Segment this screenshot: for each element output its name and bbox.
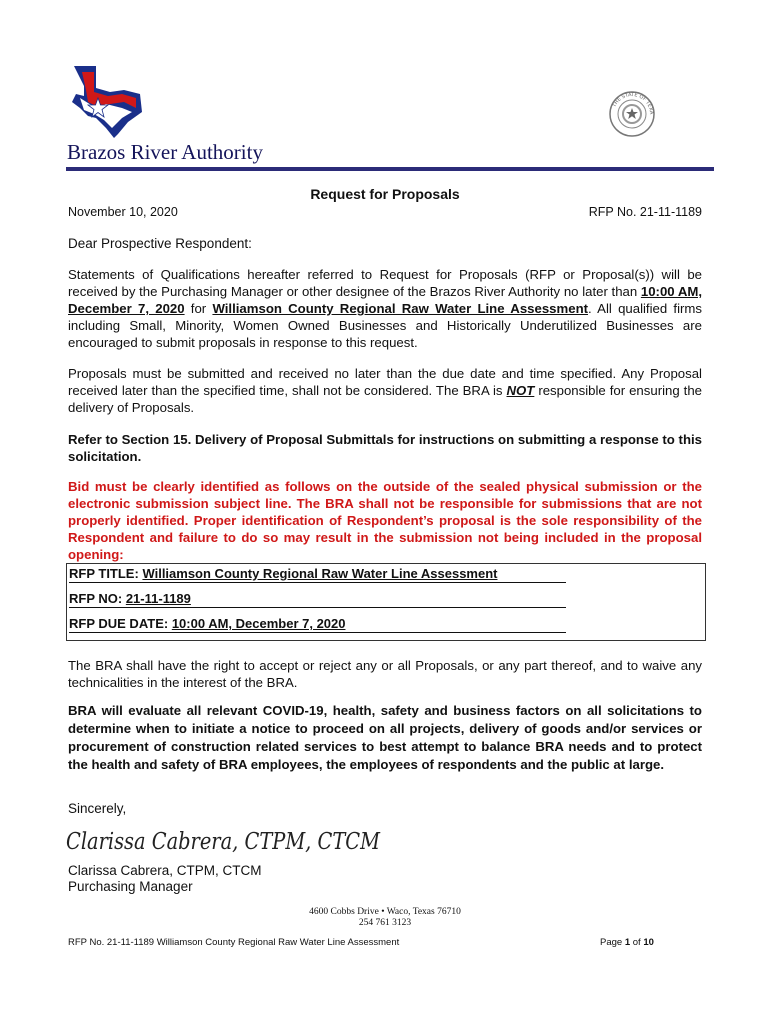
deadline-text: 10:00 AM, December 7, 2020: [68, 284, 702, 316]
texas-state-seal: [608, 90, 656, 138]
header-rule: [66, 167, 714, 171]
rfp-number: RFP No. 21-11-1189: [588, 205, 702, 219]
paragraph-intro: Statements of Qualifications hereafter referred to Request for Proposals (RFP or Proposal(s)) will be received by the Purchasing Manager or other designee of the Brazos River Authority no later than 10:00 AM, December 7, 2020 for Williamson County Regional Raw Water Line Assessment. All qualified firms including Small, Minority, Women Owned Businesses and Historically Underutilized Businesses are encouraged to submit proposals in response to this request.: [68, 267, 702, 350]
closing: Sincerely,: [68, 801, 127, 816]
document-title: Request for Proposals: [310, 186, 460, 202]
handwritten-signature: [64, 823, 394, 864]
not-emphasis: NOT: [506, 383, 535, 398]
paragraph-covid: BRA will evaluate all relevant COVID-19, health, safety and business factors on all solicitations to determine when to initiate a notice to proceed on all projects, delivery of goods and/or services or procurement of construction related services to best attempt to balance BRA needs and to protect the health and safety of BRA employees, the employees of respondents and the public at large.: [68, 703, 702, 772]
footer-address: [0, 907, 770, 929]
svg-text:Clarissa Cabrera, CTPM, CTCM: Clarissa Cabrera, CTPM, CTCM: [66, 829, 382, 855]
organization-name: Brazos River Authority: [67, 140, 263, 164]
document-date: November 10, 2020: [68, 205, 178, 219]
phone-line: 254 761 3123: [358, 918, 412, 928]
signer-title: Purchasing Manager: [68, 879, 193, 894]
paragraph-rights: The BRA shall have the right to accept or reject any or all Proposals, or any part thereof, and to waive any technicalities in the interest of the BRA.: [68, 658, 702, 690]
salutation: Dear Prospective Respondent:: [68, 236, 252, 251]
paragraph-section-reference: Refer to Section 15. Delivery of Proposal Submittals for instructions on submitting a response to this solicitation.: [68, 432, 702, 464]
paragraph-late-proposals: Proposals must be submitted and received no later than the due date and time specified. Any Proposal received later than the specified time, shall not be considered. The BRA is NOT responsible for ensuring the delivery of Proposals.: [68, 366, 702, 415]
signer-name: Clarissa Cabrera, CTPM, CTCM: [68, 863, 262, 878]
svg-text:THE STATE OF TEXAS: THE STATE OF TEXA: [611, 91, 655, 115]
identification-box: [66, 563, 706, 641]
rfp-no-line: RFP NO: 21-11-1189: [69, 591, 566, 608]
page-number: Page 1 of 10: [600, 937, 654, 948]
address-line: 4600 Cobbs Drive • Waco, Texas 76710: [309, 907, 461, 917]
paragraph-identification-warning: Bid must be clearly identified as follows on the outside of the sealed physical submission or the electronic submission subject line. The BRA shall not be responsible for submissions that are not properly identified. Proper identification of Respondent’s proposal is the sole responsibility of the Respondent and failure to do so may result in the submission not being included in the proposal opening:: [68, 479, 702, 562]
footer-reference: RFP No. 21-11-1189 Williamson County Regional Raw Water Line Assessment: [68, 937, 400, 948]
bra-logo: [66, 62, 146, 140]
project-name: Williamson County Regional Raw Water Line Assessment: [212, 301, 589, 316]
rfp-title-line: RFP TITLE: Williamson County Regional Raw Water Line Assessment: [69, 566, 566, 583]
rfp-due-date-line: RFP DUE DATE: 10:00 AM, December 7, 2020: [69, 616, 566, 633]
